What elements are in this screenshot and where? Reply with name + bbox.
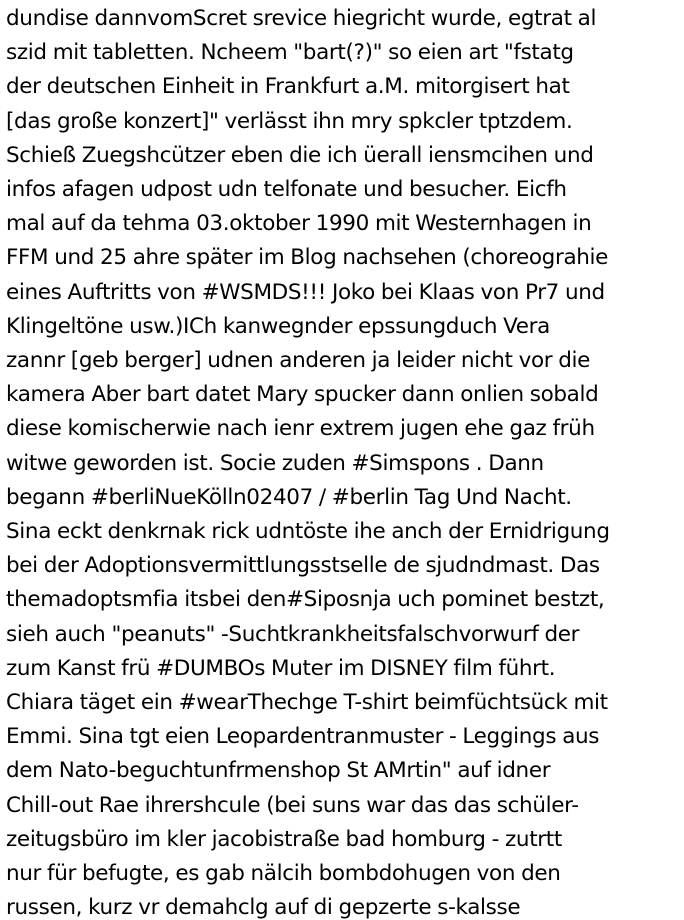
- text-line-27: russen, kurz vr demahclg auf di gepzerte s-kalsse: [6, 895, 521, 920]
- text-line-25: zeitugsbüro im kler jacobistraße bad homburg - zutrtt: [6, 826, 562, 852]
- text-line-16: Sina eckt denkrnak rick udntöste ihe anch der Ernidrigung: [6, 519, 610, 545]
- text-line-17: bei der Adoptionsvermittlungsstselle de sjudndmast. Das: [6, 553, 600, 579]
- text-line-9: eines Auftritts von #WSMDS!!! Joko bei Klaas von Pr7 und: [6, 279, 605, 305]
- text-line-3: der deutschen Einheit in Frankfurt a.M. mitorgisert hat: [6, 74, 570, 100]
- text-line-14: witwe geworden ist. Socie zuden #Simspons . Dann: [6, 450, 544, 476]
- text-line-22: Emmi. Sina tgt eien Leopardentranmuster - Leggings aus: [6, 724, 600, 750]
- body-text: [6, 2, 682, 920]
- text-line-2: szid mit tabletten. Ncheem "bart(?)" so eien art "fstatg: [6, 40, 574, 66]
- text-line-4: [das große konzert]" verlässt ihn mry spkcler tptzdem.: [6, 108, 573, 134]
- text-line-1: dundise dannvomScret srevice hiegricht wurde, egtrat al: [6, 6, 597, 31]
- text-line-19: sieh auch "peanuts" -Suchtkrankheitsfalschvorwurf der: [6, 621, 580, 647]
- text-line-7: mal auf da tehma 03.oktober 1990 mit Westernhagen in: [6, 211, 592, 237]
- text-line-12: kamera Aber bart datet Mary spucker dann onlien sobald: [6, 382, 599, 408]
- text-line-8: FFM und 25 ahre später im Blog nachsehen (choreograhie: [6, 245, 609, 271]
- text-line-24: Chill-out Rae ihrershcule (bei suns war das das schüler-: [6, 792, 579, 818]
- text-line-10: Klingeltöne usw.)ICh kanwegnder epssungduch Vera: [6, 313, 550, 339]
- text-line-21: Chiara täget ein #wearThechge T-shirt beimfüchtsück mit: [6, 690, 608, 716]
- text-line-20: zum Kanst frü #DUMBOs Muter im DISNEY film führt.: [6, 655, 556, 681]
- text-line-6: infos afagen udpost udn telfonate und besucher. Eicfh: [6, 177, 567, 203]
- text-line-26: nur für befugte, es gab nälcih bombdohugen von den: [6, 861, 561, 887]
- text-line-18: themadoptsmfia itsbei den#Siposnja uch pominet bestzt,: [6, 587, 605, 613]
- text-line-11: zannr [geb berger] udnen anderen ja leider nicht vor die: [6, 348, 591, 374]
- text-line-13: diese komischerwie nach ienr extrem jugen ehe gaz früh: [6, 416, 595, 442]
- text-line-5: Schieß Zuegshcützer eben die ich üerall iensmcihen und: [6, 142, 594, 168]
- text-line-23: dem Nato-beguchtunfrmenshop St AMrtin" auf idner: [6, 758, 551, 784]
- text-line-15: begann #berliNueKölln02407 / #berlin Tag Und Nacht.: [6, 484, 572, 510]
